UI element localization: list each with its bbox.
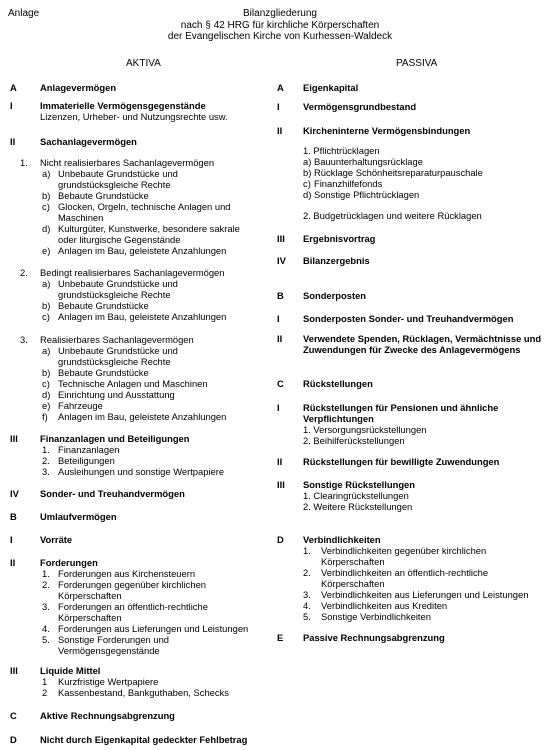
aktiva-item-key: b) bbox=[42, 300, 51, 311]
aktiva-item-unbebaute-grundstücke-und: Unbebaute Grundstücke und bbox=[58, 168, 178, 179]
aktiva-item-finanzanlagen-und-beteiligungen: Finanzanlagen und Beteiligungen bbox=[40, 433, 190, 444]
passiva-item-passive-rechnungsabgrenzung: Passive Rechnungsabgrenzung bbox=[303, 632, 445, 643]
aktiva-item-key: 2. bbox=[42, 455, 50, 466]
aktiva-item-glocken-orgeln-technische-anlagen-und: Glocken, Orgeln, technische Anlagen und bbox=[58, 201, 231, 212]
aktiva-item-key: b) bbox=[42, 367, 51, 378]
aktiva-item-grundstücksgleiche-rechte: grundstücksgleiche Rechte bbox=[58, 289, 171, 300]
aktiva-item-realisierbares-sachanlagevermögen: Realisierbares Sachanlagevermögen bbox=[40, 334, 194, 345]
aktiva-item-key: f) bbox=[42, 411, 48, 422]
aktiva-item-key: 1. bbox=[42, 444, 50, 455]
passiva-item-key: d) bbox=[303, 189, 312, 200]
aktiva-item-kulturgüter-kunstwerke-besondere-sakrale: Kulturgüter, Kunstwerke, besondere sakrale bbox=[58, 223, 240, 234]
passiva-item-key: E bbox=[277, 632, 284, 643]
page-title-line-3: der Evangelischen Kirche von Kurhessen-Waldeck bbox=[167, 31, 393, 42]
aktiva-item-key: III bbox=[10, 433, 18, 444]
aktiva-item-liquide-mittel: Liquide Mittel bbox=[40, 665, 101, 676]
passiva-item-verwendete-spenden-rücklagen-vermächtnis: Verwendete Spenden, Rücklagen, Vermächtnisse und bbox=[303, 333, 542, 344]
aktiva-item-key: d) bbox=[42, 389, 51, 400]
passiva-item-körperschaften: Körperschaften bbox=[321, 578, 385, 589]
passiva-item-sonstige-verbindlichkeiten: Sonstige Verbindlichkeiten bbox=[321, 611, 431, 622]
aktiva-item-forderungen-an-öffentlich-rechtliche: Forderungen an öffentlich-rechtliche bbox=[58, 601, 208, 612]
passiva-item-key: 1. bbox=[303, 545, 311, 556]
aktiva-item-key: I bbox=[10, 100, 13, 111]
aktiva-item-anlagen-im-bau-geleistete-anzahlungen: Anlagen im Bau, geleistete Anzahlungen bbox=[58, 311, 227, 322]
aktiva-item-key: c) bbox=[42, 311, 50, 322]
aktiva-item-anlagen-im-bau-geleistete-anzahlungen: Anlagen im Bau, geleistete Anzahlungen bbox=[58, 245, 227, 256]
aktiva-item-key: 1. bbox=[20, 157, 28, 168]
aktiva-item-key: 4. bbox=[42, 623, 50, 634]
aktiva-item-forderungen-gegenüber-kirchlichen: Forderungen gegenüber kirchlichen bbox=[58, 579, 207, 590]
aktiva-item-vermögensgegenstände: Vermögensgegenstände bbox=[58, 645, 160, 656]
passiva-item-ergebnisvortrag: Ergebnisvortrag bbox=[303, 233, 376, 244]
passiva-item-bilanzergebnis: Bilanzergebnis bbox=[303, 255, 370, 266]
aktiva-item-lizenzen-urheber-und-nutzungsrechte-usw: Lizenzen, Urheber- und Nutzungsrechte usw. bbox=[40, 111, 228, 122]
aktiva-item-key: e) bbox=[42, 245, 51, 256]
passiva-item-key: 3. bbox=[303, 589, 311, 600]
aktiva-item-kassenbestand-bankguthaben-schecks: Kassenbestand, Bankguthaben, Schecks bbox=[58, 687, 229, 698]
aktiva-item-sonder-und-treuhandvermögen: Sonder- und Treuhandvermögen bbox=[40, 488, 185, 499]
aktiva-item-key: d) bbox=[42, 223, 51, 234]
passiva-item-1-clearingrückstellungen: 1. Clearingrückstellungen bbox=[303, 490, 409, 501]
passiva-item-sonderposten-sonder-und-treuhandvermögen: Sonderposten Sonder- und Treuhandvermögen bbox=[303, 313, 514, 324]
aktiva-item-key: 5. bbox=[42, 634, 50, 645]
passiva-item-1-versorgungsrückstellungen: 1. Versorgungsrückstellungen bbox=[303, 424, 427, 435]
aktiva-item-fahrzeuge: Fahrzeuge bbox=[58, 400, 103, 411]
passiva-item-verpflichtungen: Verpflichtungen bbox=[303, 413, 374, 424]
aktiva-item-nicht-realisierbares-sachanlagevermögen: Nicht realisierbares Sachanlagevermögen bbox=[40, 157, 215, 168]
passiva-item-kircheninterne-vermögensbindungen: Kircheninterne Vermögensbindungen bbox=[303, 125, 471, 136]
aktiva-item-forderungen-aus-kirchensteuern: Forderungen aus Kirchensteuern bbox=[58, 568, 196, 579]
aktiva-item-forderungen: Forderungen bbox=[40, 557, 98, 568]
aktiva-item-bedingt-realisierbares-sachanlagevermöge: Bedingt realisierbares Sachanlagevermögen bbox=[40, 267, 225, 278]
passiva-item-verbindlichkeiten-aus-lieferungen-und-le: Verbindlichkeiten aus Lieferungen und Leistungen bbox=[321, 589, 529, 600]
aktiva-item-anlagen-im-bau-geleistete-anzahlungen: Anlagen im Bau, geleistete Anzahlungen bbox=[58, 411, 227, 422]
aktiva-item-key: 1. bbox=[42, 568, 50, 579]
passiva-item-key: A bbox=[277, 82, 284, 93]
aktiva-item-key: III bbox=[10, 665, 18, 676]
passiva-item-key: a) bbox=[303, 156, 312, 167]
aktiva-item-key: B bbox=[10, 511, 17, 522]
aktiva-item-key: e) bbox=[42, 400, 51, 411]
aktiva-item-forderungen-aus-lieferungen-und-leistung: Forderungen aus Lieferungen und Leistungen bbox=[58, 623, 249, 634]
passiva-item-key: D bbox=[277, 534, 284, 545]
aktiva-item-key: II bbox=[10, 557, 16, 568]
aktiva-item-ausleihungen-und-sonstige-wertpapiere: Ausleihungen und sonstige Wertpapiere bbox=[58, 466, 225, 477]
aktiva-item-grundstücksgleiche-rechte: grundstücksgleiche Rechte bbox=[58, 179, 171, 190]
aktiva-item-technische-anlagen-und-maschinen: Technische Anlagen und Maschinen bbox=[58, 378, 208, 389]
passiva-item-verbindlichkeiten: Verbindlichkeiten bbox=[303, 534, 381, 545]
passiva-item-key: 4. bbox=[303, 600, 311, 611]
aktiva-item-aktive-rechnungsabgrenzung: Aktive Rechnungsabgrenzung bbox=[40, 710, 175, 721]
passiva-item-sonstige-pflichtrücklagen: Sonstige Pflichtrücklagen bbox=[314, 189, 420, 200]
attachment-label: Anlage bbox=[8, 8, 40, 19]
aktiva-item-körperschaften: Körperschaften bbox=[58, 590, 122, 601]
aktiva-item-key: 2 bbox=[42, 687, 48, 698]
passiva-item-sonstige-rückstellungen: Sonstige Rückstellungen bbox=[303, 479, 415, 490]
aktiva-item-key: IV bbox=[10, 488, 19, 499]
aktiva-item-key: 2. bbox=[20, 267, 28, 278]
passiva-item-key: 2. bbox=[303, 567, 311, 578]
aktiva-item-key: c) bbox=[42, 201, 50, 212]
passiva-item-2-beihilferückstellungen: 2. Beihilferückstellungen bbox=[303, 435, 405, 446]
passiva-item-key: I bbox=[277, 313, 280, 324]
passiva-item-1-pflichtrücklagen: 1. Pflichtrücklagen bbox=[303, 145, 380, 156]
aktiva-heading: AKTIVA bbox=[126, 58, 161, 69]
aktiva-item-umlaufvermögen: Umlaufvermögen bbox=[40, 511, 117, 522]
passiva-item-key: 5. bbox=[303, 611, 311, 622]
aktiva-item-key: 1 bbox=[42, 676, 48, 687]
passiva-item-rücklage-schönheitsreparaturpauschale: Rücklage Schönheitsreparaturpauschale bbox=[314, 167, 483, 178]
aktiva-item-immaterielle-vermögensgegenstände: Immaterielle Vermögensgegenstände bbox=[40, 100, 206, 111]
aktiva-item-key: 2. bbox=[42, 579, 50, 590]
page-title-line-2: nach § 42 HRG für kirchliche Körperschaften bbox=[180, 19, 380, 31]
passiva-item-sonderposten: Sonderposten bbox=[303, 290, 367, 301]
aktiva-item-key: a) bbox=[42, 168, 51, 179]
passiva-item-key: II bbox=[277, 456, 283, 467]
aktiva-item-key: c) bbox=[42, 378, 50, 389]
aktiva-item-bebaute-grundstücke: Bebaute Grundstücke bbox=[58, 367, 149, 378]
aktiva-item-finanzanlagen: Finanzanlagen bbox=[58, 444, 120, 455]
aktiva-item-anlagevermögen: Anlagevermögen bbox=[40, 82, 117, 93]
passiva-item-zuwendungen-für-zwecke-des-anlagevermöge: Zuwendungen für Zwecke des Anlagevermögens bbox=[303, 344, 521, 355]
page-title-line-1: Bilanzgliederung bbox=[243, 8, 317, 19]
aktiva-item-sonstige-forderungen-und: Sonstige Forderungen und bbox=[58, 634, 170, 645]
passiva-item-2-weitere-rückstellungen: 2. Weitere Rückstellungen bbox=[303, 501, 413, 512]
aktiva-item-key: C bbox=[10, 710, 17, 721]
passiva-item-key: III bbox=[277, 233, 285, 244]
aktiva-item-bebaute-grundstücke: Bebaute Grundstücke bbox=[58, 300, 149, 311]
aktiva-item-vorräte: Vorräte bbox=[40, 534, 73, 545]
passiva-item-finanzhilfefonds: Finanzhilfefonds bbox=[314, 178, 383, 189]
passiva-item-rückstellungen-für-bewilligte-zuwendunge: Rückstellungen für bewilligte Zuwendungen bbox=[303, 456, 500, 467]
passiva-item-verbindlichkeiten-aus-krediten: Verbindlichkeiten aus Krediten bbox=[321, 600, 448, 611]
aktiva-item-key: a) bbox=[42, 278, 51, 289]
passiva-item-körperschaften: Körperschaften bbox=[321, 556, 385, 567]
passiva-item-key: III bbox=[277, 479, 285, 490]
aktiva-item-sachanlagevermögen: Sachanlagevermögen bbox=[40, 136, 137, 147]
aktiva-item-körperschaften: Körperschaften bbox=[58, 612, 122, 623]
passiva-item-key: c) bbox=[303, 178, 311, 189]
passiva-item-key: B bbox=[277, 290, 284, 301]
aktiva-item-key: 3. bbox=[42, 601, 50, 612]
passiva-item-key: II bbox=[277, 125, 283, 136]
passiva-item-rückstellungen: Rückstellungen bbox=[303, 378, 373, 389]
passiva-item-key: I bbox=[277, 101, 280, 112]
passiva-item-verbindlichkeiten-gegenüber-kirchlichen: Verbindlichkeiten gegenüber kirchlichen bbox=[321, 545, 487, 556]
aktiva-item-key: I bbox=[10, 534, 13, 545]
aktiva-item-key: II bbox=[10, 136, 16, 147]
aktiva-item-beteiligungen: Beteiligungen bbox=[58, 455, 115, 466]
passiva-item-key: C bbox=[277, 378, 284, 389]
aktiva-item-nicht-durch-eigenkapital-gedeckter-fehlb: Nicht durch Eigenkapital gedeckter Fehlbetrag bbox=[40, 734, 248, 745]
aktiva-item-key: a) bbox=[42, 345, 51, 356]
aktiva-item-kurzfristige-wertpapiere: Kurzfristige Wertpapiere bbox=[58, 676, 159, 687]
aktiva-item-key: 3. bbox=[20, 334, 28, 345]
passiva-item-key: I bbox=[277, 402, 280, 413]
passiva-item-key: IV bbox=[277, 255, 286, 266]
passiva-item-bauunterhaltungsrücklage: Bauunterhaltungsrücklage bbox=[314, 156, 423, 167]
passiva-item-key: II bbox=[277, 333, 283, 344]
aktiva-item-unbebaute-grundstücke-und: Unbebaute Grundstücke und bbox=[58, 278, 178, 289]
aktiva-item-key: b) bbox=[42, 190, 51, 201]
passiva-item-2-budgetrücklagen-und-weitere-rücklagen: 2. Budgetrücklagen und weitere Rücklagen bbox=[303, 210, 482, 221]
passiva-item-key: b) bbox=[303, 167, 312, 178]
passiva-item-vermögensgrundbestand: Vermögensgrundbestand bbox=[303, 101, 417, 112]
aktiva-item-unbebaute-grundstücke-und: Unbebaute Grundstücke und bbox=[58, 345, 178, 356]
aktiva-item-einrichtung-und-ausstattung: Einrichtung und Ausstattung bbox=[58, 389, 175, 400]
passiva-item-eigenkapital: Eigenkapital bbox=[303, 82, 359, 93]
aktiva-item-key: D bbox=[10, 734, 17, 745]
aktiva-item-oder-liturgische-gegenstände: oder liturgische Gegenstände bbox=[58, 234, 181, 245]
aktiva-item-key: A bbox=[10, 82, 17, 93]
aktiva-item-bebaute-grundstücke: Bebaute Grundstücke bbox=[58, 190, 149, 201]
passiva-heading: PASSIVA bbox=[396, 58, 438, 69]
aktiva-item-grundstücksgleiche-rechte: grundstücksgleiche Rechte bbox=[58, 356, 171, 367]
aktiva-item-maschinen: Maschinen bbox=[58, 212, 104, 223]
passiva-item-rückstellungen-für-pensionen-und-ähnlich: Rückstellungen für Pensionen und ähnliche bbox=[303, 402, 499, 413]
aktiva-item-key: 3. bbox=[42, 466, 50, 477]
passiva-item-verbindlichkeiten-an-öffentlich-rechtlic: Verbindlichkeiten an öffentlich-rechtliche bbox=[321, 567, 489, 578]
